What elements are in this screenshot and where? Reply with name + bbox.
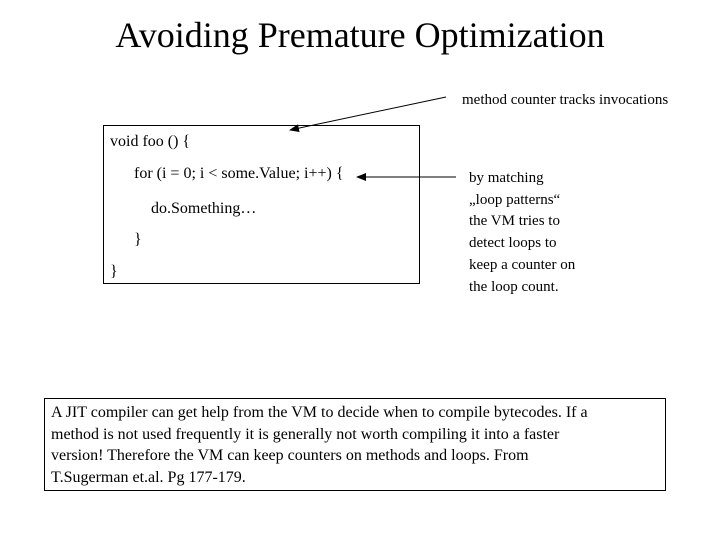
note-line: T.Sugerman et.al. Pg 177-179. [51,468,246,486]
code-line-function-close: } [110,263,118,280]
code-line-function-header: void foo () { [110,133,191,150]
annotation-line: „loop patterns“ [469,191,561,208]
annotation-line: detect loops to [469,235,557,252]
method-counter-annotation: method counter tracks invocations [462,92,669,108]
slide-title: Avoiding Premature Optimization [115,15,605,55]
annotation-line: the loop count. [469,278,559,295]
code-line-loop-body: do.Something… [151,200,257,217]
jit-note-box [44,398,666,491]
note-line: method is not used frequently it is generally not worth compiling it into a faster [51,425,560,443]
annotation-line: keep a counter on [469,256,576,273]
annotation-line: the VM tries to [469,213,560,230]
code-line-loop-close: } [134,231,142,248]
note-line: version! Therefore the VM can keep counters on methods and loops. From [51,447,529,464]
loop-pattern-annotation [469,168,609,298]
annotation-line: by matching [469,170,544,186]
code-line-for-loop: for (i = 0; i < some.Value; i++) { [134,165,344,182]
note-line: A JIT compiler can get help from the VM to decide when to compile bytecodes. If a [51,404,588,421]
